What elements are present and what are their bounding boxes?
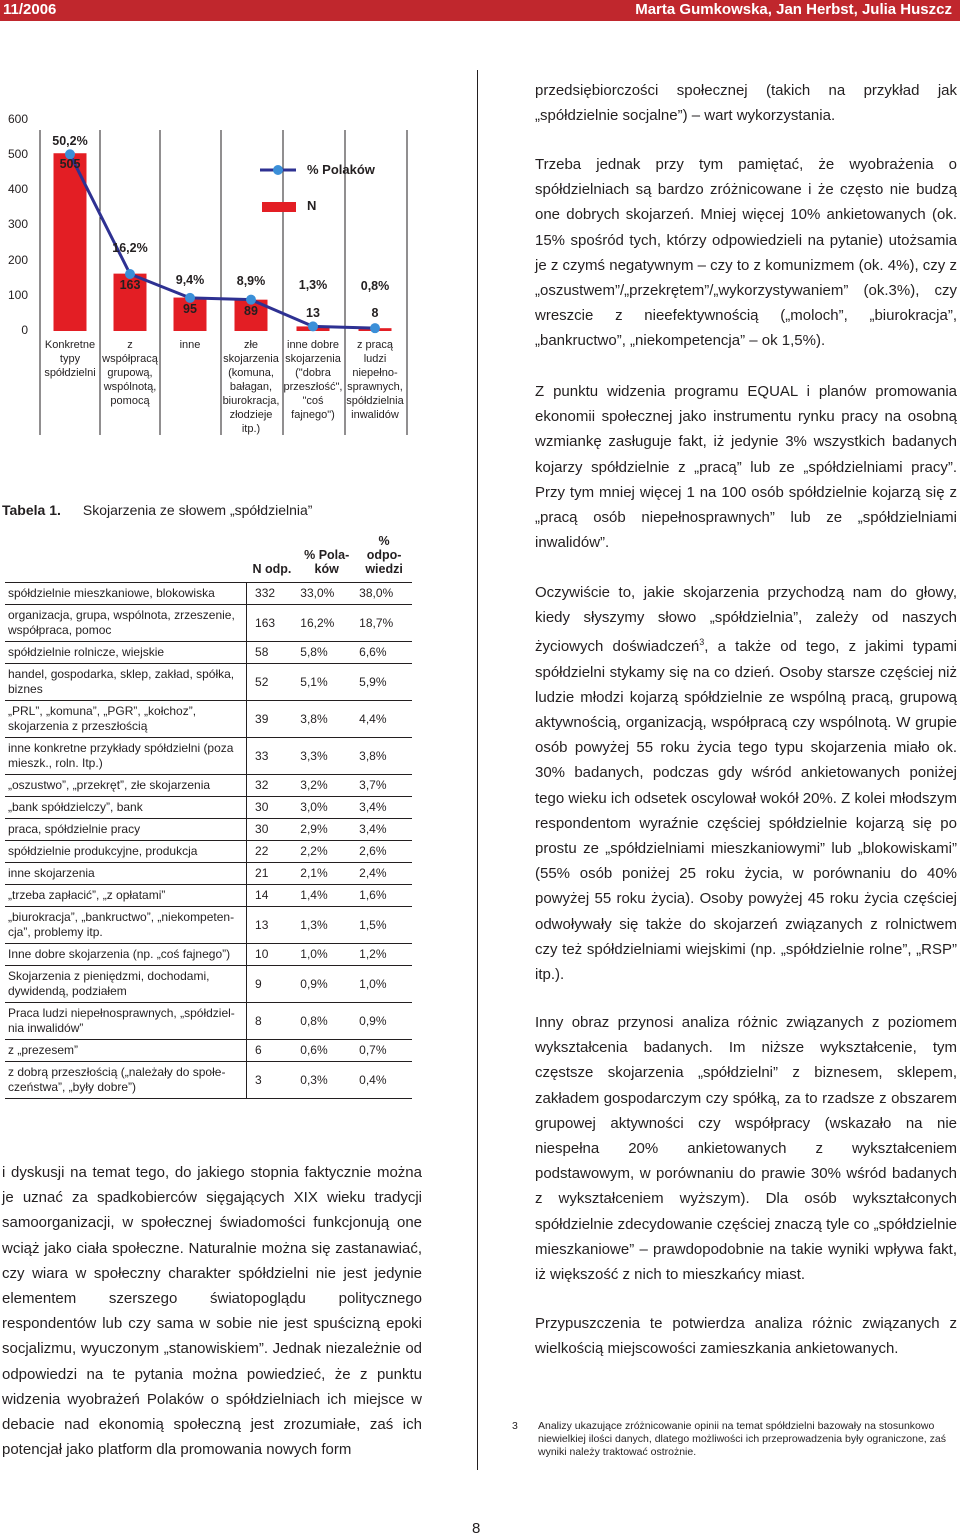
row-label: spółdzielnie mieszkaniowe, blokowiska: [5, 583, 247, 605]
paragraph-2: Trzeba jednak przy tym pamiętać, że wyobrażenia o spółdzielniach są bardzo zróżnicowane i że często nie budzą one dobrych skojarzeń. Mniej więcej 10% ankietowanych (ok. 15% spośród tych, którzy odpowiedzieli na pytanie) utożsamia je z czymś negatywnym – czy to z komunizmem (ok. 4%), czy z „oszustwem”/„przekrętem”/„wykorzystywaniem” (ok.3%), czy wreszcie z nieefektywnością („moloch”, „biurokracja”, „bankructwo”, „niekompetencja” – ok 1,5%).: [535, 156, 957, 350]
row-pct-odpowiedzi: 18,7%: [356, 605, 412, 642]
row-pct-odpowiedzi: 3,4%: [356, 797, 412, 819]
table-row: [5, 738, 412, 775]
row-pct-polakow: 1,0%: [297, 944, 356, 966]
table-row: [5, 841, 412, 863]
authors: Marta Gumkowska, Jan Herbst, Julia Huszcz: [635, 1, 952, 18]
table-row: [5, 605, 412, 642]
row-n: 10: [247, 944, 298, 966]
row-label: organizacja, grupa, wspólnota, zrzeszenie, współpraca, pomoc: [5, 605, 247, 642]
bar-value-label: 8: [371, 306, 379, 320]
row-label: „biurokracja”, „bankructwo”, „niekompeten-cja”, problemy itp.: [5, 907, 247, 944]
row-pct-polakow: 1,4%: [297, 885, 356, 907]
row-pct-polakow: 3,8%: [297, 701, 356, 738]
bar-value-label: 89: [244, 303, 258, 318]
row-pct-odpowiedzi: 0,7%: [356, 1040, 412, 1062]
category-label: złe skojarzenia (komuna, bałagan, biurokracja, złodzieje itp.): [222, 339, 280, 435]
row-n: 8: [247, 1003, 298, 1040]
row-pct-polakow: 2,1%: [297, 863, 356, 885]
bar-value-label: 163: [119, 277, 141, 292]
legend-line-label: % Polaków: [307, 162, 375, 177]
row-label: spółdzielnie produkcyjne, produkcja: [5, 841, 247, 863]
row-pct-odpowiedzi: 1,6%: [356, 885, 412, 907]
pct-marker: [308, 321, 318, 331]
category-label: z współpracą grupową, wspólnotą, pomocą: [102, 339, 158, 407]
table-label: Tabela 1.: [2, 502, 61, 518]
pct-value-label: 9,4%: [175, 273, 205, 287]
row-label: praca, spółdzielnie pracy: [5, 819, 247, 841]
row-label: z „prezesem”: [5, 1040, 247, 1062]
table-row: [5, 797, 412, 819]
row-pct-odpowiedzi: 2,4%: [356, 863, 412, 885]
footnote-number: 3: [512, 1420, 518, 1432]
row-n: 9: [247, 966, 298, 1003]
bar-value-label: 13: [306, 306, 320, 320]
row-pct-odpowiedzi: 1,2%: [356, 944, 412, 966]
row-label: „PRL”, „komuna”, „PGR”, „kołchoz”, skojarzenia z przeszłością: [5, 701, 247, 738]
table-row: [5, 907, 412, 944]
row-n: 58: [247, 642, 298, 664]
row-n: 52: [247, 664, 298, 701]
table-row: [5, 664, 412, 701]
category-label: z pracą ludzi niepełno- sprawnych, spółdzielnia inwalidów: [346, 339, 404, 421]
row-pct-polakow: 0,8%: [297, 1003, 356, 1040]
table-row: [5, 863, 412, 885]
table-row: [5, 701, 412, 738]
paragraph-1: przedsiębiorczości społecznej (takich na przykład jak „spółdzielnie socjalne”) – wart wykorzystania.: [535, 82, 957, 125]
table-caption: [2, 502, 312, 518]
row-label: handel, gospodarka, sklep, zakład, spółka, biznes: [5, 664, 247, 701]
column-divider: [477, 70, 478, 1470]
table-row: [5, 1003, 412, 1040]
y-tick-label: 200: [7, 252, 28, 267]
row-pct-odpowiedzi: 38,0%: [356, 583, 412, 605]
row-pct-polakow: 3,0%: [297, 797, 356, 819]
row-pct-odpowiedzi: 6,6%: [356, 642, 412, 664]
row-pct-odpowiedzi: 3,8%: [356, 738, 412, 775]
row-label: inne skojarzenia: [5, 863, 247, 885]
footnote-text: Analizy ukazujące zróżnicowanie opinii na temat spółdzielni bazowały na stosunkowo niewielkiej ilości danych, dlatego możliwości ich przeprowadzenia były ograniczone, zaś wyniki należy traktować ostrożnie.: [538, 1420, 946, 1458]
table-row: [5, 944, 412, 966]
row-pct-odpowiedzi: 1,5%: [356, 907, 412, 944]
row-pct-polakow: 16,2%: [297, 605, 356, 642]
row-pct-odpowiedzi: 4,4%: [356, 701, 412, 738]
row-pct-polakow: 0,3%: [297, 1062, 356, 1099]
table-row: [5, 819, 412, 841]
row-pct-polakow: 33,0%: [297, 583, 356, 605]
table-header-empty: [5, 534, 247, 583]
row-label: z dobrą przeszłością („należały do społe-czeństwa”, „były dobre”): [5, 1062, 247, 1099]
table-row: [5, 1062, 412, 1099]
row-pct-odpowiedzi: 3,4%: [356, 819, 412, 841]
pct-marker: [370, 323, 380, 333]
table-header-n: N odp.: [247, 534, 298, 583]
row-n: 332: [247, 583, 298, 605]
table-title: Skojarzenia ze słowem „spółdzielnia”: [82, 502, 313, 518]
bar-value-label: 505: [59, 157, 81, 172]
pct-value-label: 0,8%: [360, 279, 390, 293]
row-pct-odpowiedzi: 0,4%: [356, 1062, 412, 1099]
row-pct-polakow: 0,9%: [297, 966, 356, 1003]
row-n: 32: [247, 775, 298, 797]
row-n: 14: [247, 885, 298, 907]
category-label: inne: [179, 339, 201, 351]
row-n: 163: [247, 605, 298, 642]
row-label: „bank spółdzielczy”, bank: [5, 797, 247, 819]
row-pct-odpowiedzi: 3,7%: [356, 775, 412, 797]
associations-table: [5, 534, 412, 1099]
table-header-pct-odpowiedzi: % odpo-wiedzi: [356, 534, 412, 583]
category-label: inne dobre skojarzenia ("dobra przeszłość", "coś fajnego"): [283, 339, 343, 421]
paragraph-6: Przypuszczenia te potwierdza analiza różnic związanych z wielkością miejscowości zamieszkania ankietowanych.: [535, 1315, 957, 1358]
legend-line-marker: [273, 165, 283, 175]
row-pct-polakow: 0,6%: [297, 1040, 356, 1062]
row-pct-polakow: 3,3%: [297, 738, 356, 775]
row-n: 21: [247, 863, 298, 885]
row-n: 30: [247, 797, 298, 819]
paragraph-4: Oczywiście to, jakie skojarzenia przychodzą nam do głowy, kiedy słyszymy słowo „spółdzielnia”, zależy od naszych życiowych doświadczeń$^3$, a także od tego, z jakimi typami spółdzielni stykamy się na co dzień. Osoby starsze częściej niż ludzie młodzi kojarzą spółdzielnie ze wspólną pracą, grupową aktywnością, organizacją, współpracą czy wspólnotą. W grupie osób powyżej 55 roku życia tego typu skojarzenia miało ok. 30% badanych, podczas gdy wśród ankietowanych poniżej tego wieku ich odsetek oscylował wokół 20%. Z kolei młodszym respondentom wyraźnie częściej spółdzielnie kojarzą się po prostu ze „spółdzielniami mieszkaniowymi” lub „blokowiskami” (55% osób poniżej 25 roku życia, w porównaniu do 40% powyżej 55 roku życia). Osoby powyżej 45 roku życia częściej odwoływały się także do skojarzeń związanych z rolnictwem czy też spółdzielniami wiejskimi (np. „spółdzielnie rolne”, „RSP” itp.).: [535, 584, 957, 984]
row-pct-polakow: 1,3%: [297, 907, 356, 944]
table-row: [5, 775, 412, 797]
row-label: „oszustwo”, „przekręt”, złe skojarzenia: [5, 775, 247, 797]
pct-value-label: 1,3%: [298, 278, 328, 292]
category-label: Konkretne typy spółdzielni: [44, 339, 96, 379]
row-pct-odpowiedzi: 1,0%: [356, 966, 412, 1003]
y-tick-label: 0: [21, 323, 28, 337]
row-n: 39: [247, 701, 298, 738]
row-pct-polakow: 3,2%: [297, 775, 356, 797]
table-header-pct-polakow: % Pola-ków: [297, 534, 356, 583]
paragraph-3: Z punktu widzenia programu EQUAL i planów promowania ekonomii społecznej jako instrumentu rynku pracy na osobną wzmiankę zasługuje fakt, iż jedynie 3% wszystkich badanych kojarzy spółdzielnie z „pracą” lub ze „spółdzielniami pracy”. Przy tym mniej więcej 1 na 100 osób spółdzielnie kojarzą się z „pracą osób niepełnosprawnych” lub ze „spółdzielniami inwalidów”.: [535, 383, 957, 552]
bar-value-label: 95: [183, 301, 197, 316]
y-tick-label: 500: [7, 147, 28, 161]
y-tick-label: 600: [7, 111, 28, 126]
row-n: 33: [247, 738, 298, 775]
row-pct-odpowiedzi: 2,6%: [356, 841, 412, 863]
y-tick-label: 100: [7, 287, 28, 302]
legend-bar-swatch: [262, 202, 296, 212]
left-body-text: i dyskusji na temat tego, do jakiego stopnia faktycznie można je uznać za spadkobierców sięgających XIX wieku tradycji samoorganizacji, w społecznej świadomości funkcjonują one wciąż jako ciała społeczne. Naturalnie można się zastanawiać, czy wiara w społeczny charakter spółdzielni nie jest jedynie elementem szerszego światopoglądu politycznego respondentów lub czy sama w sobie nie jest spuścizną epoki socjalizmu, wyuczonym „stanowiskiem”. Jednak niezależnie od odpowiedzi na te pytania można powiedzieć, że z punktu widzenia wyobrażeń Polaków o spółdzielniach ich miejsce w debacie nad ekonomią społeczną jest zrozumiałe, zaś ich potencjał jako platform dla promowania nowych form: [2, 1164, 422, 1459]
footnote-ref: 3: [699, 637, 705, 648]
pct-value-label: 50,2%: [52, 134, 88, 148]
row-pct-polakow: 2,2%: [297, 841, 356, 863]
row-label: Skojarzenia z pieniędzmi, dochodami, dywidendą, podziałem: [5, 966, 247, 1003]
row-n: 22: [247, 841, 298, 863]
row-pct-polakow: 5,8%: [297, 642, 356, 664]
page-number: 8: [472, 1520, 481, 1537]
table-row: [5, 1040, 412, 1062]
y-tick-label: 400: [7, 182, 28, 197]
issue-number: 11/2006: [3, 1, 57, 18]
running-header: [0, 0, 960, 21]
row-n: 30: [247, 819, 298, 841]
row-label: „trzeba zapłacić”, „z opłatami”: [5, 885, 247, 907]
table-row: [5, 583, 412, 605]
row-label: spółdzielnie rolnicze, wiejskie: [5, 642, 247, 664]
pct-value-label: 8,9%: [236, 274, 266, 288]
row-n: 6: [247, 1040, 298, 1062]
row-n: 13: [247, 907, 298, 944]
bar-line-chart: [0, 100, 420, 440]
legend-bar-label: N: [307, 198, 317, 213]
table-row: [5, 642, 412, 664]
table-row: [5, 885, 412, 907]
row-label: inne konkretne przykłady spółdzielni (poza mieszk., roln. Itp.): [5, 738, 247, 775]
row-pct-polakow: 5,1%: [297, 664, 356, 701]
row-label: Inne dobre skojarzenia (np. „coś fajnego”): [5, 944, 247, 966]
row-label: Praca ludzi niepełnosprawnych, „spółdziel-nia inwalidów”: [5, 1003, 247, 1040]
pct-value-label: 16,2%: [112, 241, 148, 255]
row-n: 3: [247, 1062, 298, 1099]
y-tick-label: 300: [7, 217, 28, 232]
table-row: [5, 966, 412, 1003]
row-pct-odpowiedzi: 5,9%: [356, 664, 412, 701]
row-pct-odpowiedzi: 0,9%: [356, 1003, 412, 1040]
paragraph-5: Inny obraz przynosi analiza różnic związanych z poziomem wykształcenia badanych. Im niższe wykształcenie, tym częstsze skojarzenia „spółdzielni” z biznesem, sklepem, zakładem gospodarczym czy spółką, za to rzadsze z obszarem grupowej aktywności czy współpracy (wskazało na nie niespełna 20% ankietowanych z wykształceniem podstawowym, w porównaniu do prawie 30% wśród badanych z wykształceniem wyższym). Dla osób wykształconych spółdzielnie zdecydowanie częściej znaczą tyle co „spółdzielnie mieszkaniowe” – prawdopodobnie na takie wyniki wpływa fakt, iż większość z nich to mieszkańcy miast.: [535, 1014, 957, 1284]
row-pct-polakow: 2,9%: [297, 819, 356, 841]
